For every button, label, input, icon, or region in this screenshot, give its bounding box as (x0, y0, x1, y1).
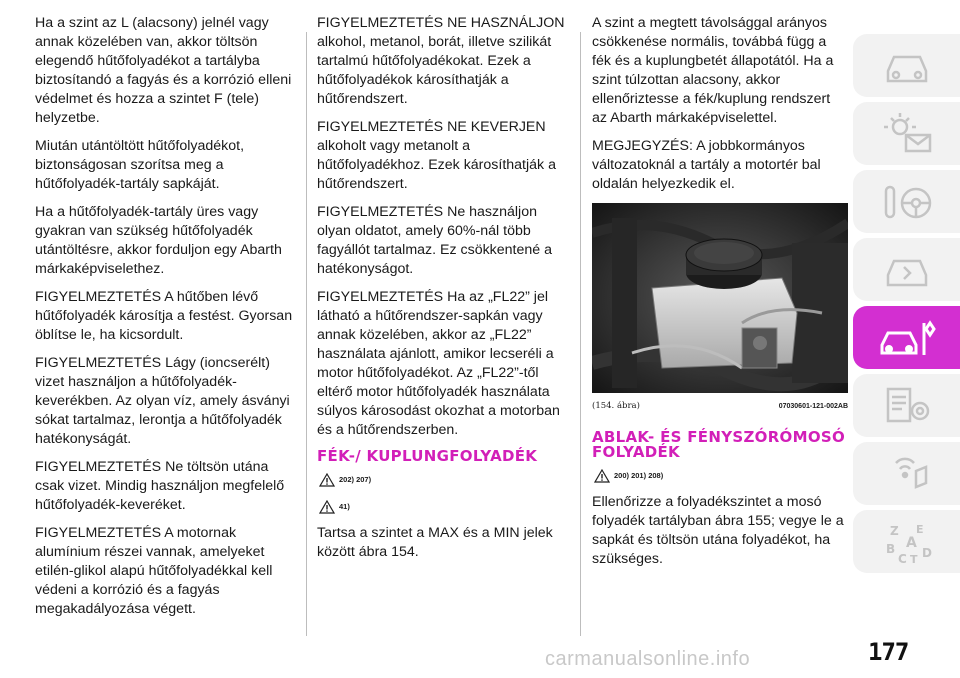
index-letter: E (915, 522, 924, 536)
tab-safety[interactable] (853, 170, 960, 233)
figure-number: (154. ábra) (592, 401, 640, 411)
warning-reference (319, 497, 571, 516)
figure-code: 07030601-121-002AB (778, 403, 848, 410)
paragraph: Tartsa a szintet a MAX és a MIN jelek között ábra 154. (317, 525, 553, 560)
maintenance-car-tools-icon (876, 313, 938, 363)
chapter-tabs (853, 34, 960, 578)
paragraph: FIGYELMEZTETÉS NE HASZNÁLJON alkohol, metanol, borát, illetve szilikát tartalmú hűtőfolyadékokat. Ezek a hűtőfolyadékok károsíthatják a hűtőrendszert. (317, 15, 565, 107)
starting-driving-icon (876, 245, 938, 295)
tab-multimedia[interactable] (853, 442, 960, 505)
brake-fluid-reservoir-photo (592, 203, 848, 393)
index-letter: Z (889, 523, 899, 538)
warning-reference-text: 41) (339, 502, 350, 511)
warning-reference (319, 470, 571, 489)
paragraph: FIGYELMEZTETÉS A hűtőben lévő hűtőfolyadék károsítja a festést. Gyorsan öblítse le, ha kicsordult. (35, 289, 293, 343)
paragraph: Miután utántöltött hűtőfolyadékot, biztonságosan szorítsa meg a hűtőfolyadék-tartály sapkáját. (35, 138, 245, 192)
tab-starting-driving[interactable] (853, 238, 960, 301)
warning-triangle-icon (319, 473, 335, 487)
tab-maintenance[interactable] (853, 306, 960, 369)
paragraph: FIGYELMEZTETÉS Ha az „FL22” jel látható a hűtőrendszer-sapkán vagy annak közelében, akkor az „FL22” használata ajánlott, amikor lecseréli a motor hűtőfolyadékot. Az „FL22”-től eltérő motor hűtőfolyadék használata súlyos károsodást okozhat a motorban és a hűtőrendszerben. (317, 289, 560, 438)
warning-triangle-icon (594, 469, 610, 483)
section-heading-washer-fluid: ABLAK- ÉS FÉNYSZÓRÓMOSÓ FOLYADÉK (592, 428, 846, 461)
paragraph: Ellenőrizze a folyadékszintet a mosó folyadék tartályban ábra 155; vegye le a sapkát és töltsön utána folyadékot, ha szükséges. (592, 494, 844, 567)
index-letter: D (921, 545, 932, 560)
column-2 (317, 14, 571, 571)
index-letter: C (897, 551, 907, 566)
warning-triangle-icon (319, 500, 335, 514)
paragraph: FIGYELMEZTETÉS A motornak alumínium részei vannak, amelyeket etilén-glikol alapú hűtőfolyadékkal kell védeni a korrózió és a fagyás megakadályozása végett. (35, 525, 273, 617)
column-divider (580, 32, 581, 636)
technical-data-icon (876, 381, 938, 431)
paragraph: MEGJEGYZÉS: A jobbkormányos változatoknál a tartály a motortér bal oldalán helyezkedik el. (592, 138, 821, 192)
tab-dashboard[interactable] (853, 34, 960, 97)
safety-steering-icon (876, 177, 938, 227)
watermark: carmanualsonline.info (545, 648, 751, 670)
tab-index[interactable] (853, 510, 960, 573)
index-letters-icon (876, 517, 938, 567)
figure-caption (592, 397, 848, 416)
warning-lights-icon (876, 109, 938, 159)
column-1 (35, 14, 297, 628)
paragraph: FIGYELMEZTETÉS Ne használjon olyan oldatot, amely 60%-nál több fagyállót tartalmaz. Ez csökkentené a hatékonyságot. (317, 204, 553, 277)
index-letter: T (909, 552, 918, 566)
multimedia-icon (876, 449, 938, 499)
paragraph: FIGYELMEZTETÉS Ne töltsön utána csak vizet. Mindig használjon megfelelő hűtőfolyadék-keveréket. (35, 459, 285, 513)
index-letter: B (885, 541, 895, 556)
index-letter: A (905, 534, 917, 551)
warning-reference-text: 200) 201) 208) (614, 471, 664, 480)
tab-warning-lights[interactable] (853, 102, 960, 165)
dashboard-car-icon (876, 41, 938, 91)
column-divider (306, 32, 307, 636)
page-number: 177 (868, 638, 909, 666)
section-heading-brake-fluid: FÉK-/ KUPLUNGFOLYADÉK (317, 447, 538, 465)
paragraph: Ha a szint az L (alacsony) jelnél vagy annak közelében van, akkor töltsön elegendő hűtőfolyadékot a tartályba biztosítandó a fagyás és a korrózió elleni védelmet és hozza a szintet F (tele) helyzetbe. (35, 15, 292, 126)
tab-technical-data[interactable] (853, 374, 960, 437)
paragraph: A szint a megtett távolsággal arányos csökkenése normális, továbbá függ a fék és a kuplungbetét állapotától. Ha a szint túlzottan alacsony, akkor ellenőriztesse a fék/kuplung rendszert az Abarth márkaképviselettel. (592, 15, 834, 126)
paragraph: Ha a hűtőfolyadék-tartály üres vagy gyakran van szükség hűtőfolyadék utántöltésre, akkor forduljon egy Abarth márkaképviselethez. (35, 204, 282, 277)
paragraph: FIGYELMEZTETÉS NE KEVERJEN alkoholt vagy metanolt a hűtőfolyadékhoz. Ezek károsíthatják a hűtőrendszert. (317, 119, 556, 192)
warning-reference (594, 466, 848, 485)
column-3 (592, 14, 848, 578)
paragraph: FIGYELMEZTETÉS Lágy (ioncserélt) vizet használjon a hűtőfolyadék-keverékben. Az olyan víz, amely ásványi sókat tartalmaz, lerontja a hűtőfolyadék hatékonyságát. (35, 355, 290, 447)
warning-reference-text: 202) 207) (339, 475, 372, 484)
